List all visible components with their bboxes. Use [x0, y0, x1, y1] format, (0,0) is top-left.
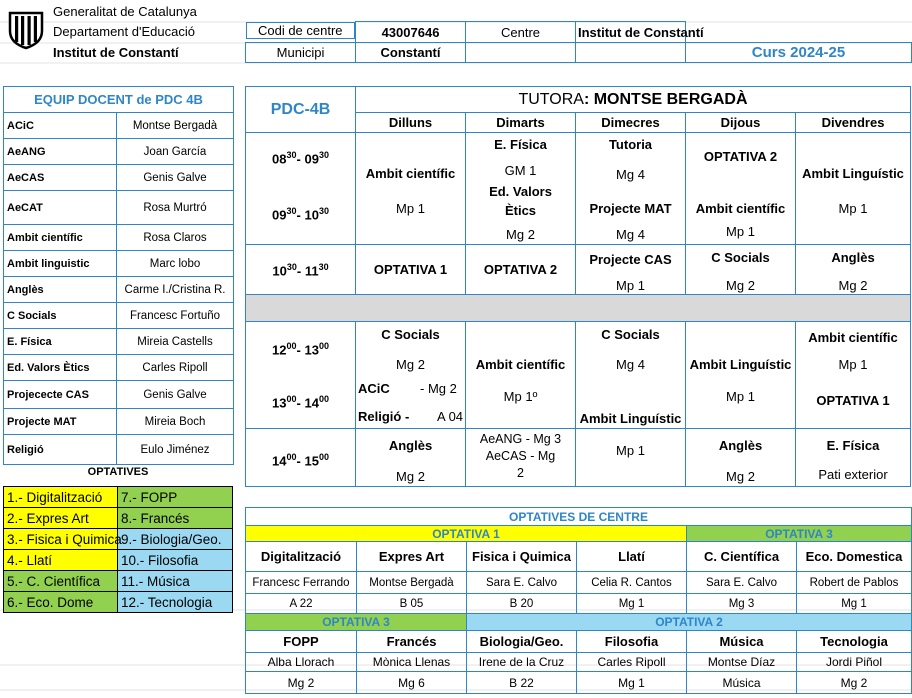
row2-teachers-cell: Mònica Llenas: [357, 653, 467, 672]
cell-dimarts-4: Ambit científic: [475, 357, 566, 372]
cell-dijous-2: Ambit científic: [695, 201, 786, 216]
cell-dimecres-1: Tutoria: [608, 137, 653, 152]
team-table: [3, 86, 234, 465]
day-header: Dilluns: [355, 112, 466, 133]
day-header: Dimecres: [575, 112, 686, 133]
day-header: Dijous: [685, 112, 796, 133]
optativa-legend-item: 3.- Fisica i Quimica: [4, 529, 118, 550]
team-person: Francesc Fortuño: [117, 303, 234, 329]
team-row: [4, 277, 234, 303]
optativa-legend-row: [4, 508, 233, 529]
team-person: Marc lobo: [117, 251, 234, 277]
row2-subjects-cell: Biologia/Geo.: [467, 631, 577, 653]
room-dimecres-4: Mg 4: [616, 357, 645, 372]
room-divendres-3: Mg 2: [838, 278, 868, 293]
room-dimarts-2: Mg 2: [506, 227, 535, 242]
cell-dimarts-3: OPTATIVA 2: [483, 262, 558, 277]
room-dilluns-4: Mg 2: [396, 357, 425, 372]
optativa-legend-row: [4, 487, 233, 508]
row1-teachers-cell: Robert de Pablos: [797, 572, 912, 594]
row1-subjects-cell: Digitalització: [246, 542, 357, 572]
optativa-legend-item: 8.- Francés: [118, 508, 233, 529]
codi-centre-label: Codi de centre: [246, 22, 356, 39]
optativa-legend-row: [4, 550, 233, 571]
team-row: [4, 409, 234, 435]
codi-centre-value: 43007646: [356, 22, 466, 43]
cell-dilluns-3: OPTATIVA 1: [373, 262, 448, 277]
cell-divendres-5: OPTATIVA 1: [816, 393, 890, 408]
room-dilluns-5b: A 04: [437, 409, 464, 424]
cell-dijous-1: OPTATIVA 2: [703, 149, 778, 164]
municipi-value: Constantí: [356, 43, 466, 63]
centre-optatives-title: OPTATIVES DE CENTRE: [246, 508, 912, 526]
team-person: Joan García: [117, 139, 234, 165]
cell-dilluns-1: Ambit científic: [365, 166, 456, 181]
time-slot: $13^{00}-$ $14^{00}$: [272, 394, 329, 411]
row2-rooms-cell: Mg 1: [577, 672, 687, 694]
team-person: Rosa Murtró: [117, 191, 234, 225]
row1-rooms-cell: B 20: [467, 594, 577, 614]
cell-dilluns-4: C Socials: [381, 327, 440, 342]
centre-value: Institut de Constantí: [576, 22, 686, 43]
row2-subjects-cell: Francés: [357, 631, 467, 653]
row2-subjects-cell: Tecnologia: [797, 631, 912, 653]
team-row: [4, 225, 234, 251]
row1-teachers-cell: Sara E. Calvo: [467, 572, 577, 594]
curs-label: Curs 2024-25: [686, 43, 912, 63]
tutora-label: TUTORA: [518, 90, 584, 108]
group-optativa-3b: OPTATIVA 3: [246, 614, 467, 631]
row2-subjects-cell: Filosofia: [577, 631, 687, 653]
team-person: Rosa Claros: [117, 225, 234, 251]
team-person: Mireia Castells: [117, 329, 234, 355]
team-role: Anglès: [4, 277, 117, 303]
team-role: Ambit científic: [4, 225, 117, 251]
team-role: AeANG: [4, 139, 117, 165]
team-role: Ambit linguistic: [4, 251, 117, 277]
cell-dimarts-6a: AeANG - Mg 3: [479, 432, 562, 446]
optatives-legend: [3, 486, 233, 613]
cell-dimecres-3: Projecte CAS: [589, 252, 672, 267]
tutora-name: : MONTSE BERGADÀ: [583, 90, 748, 108]
row1-teachers-cell: Sara E. Calvo: [687, 572, 797, 594]
team-row: [4, 165, 234, 191]
centre-info-table: [245, 21, 912, 63]
cell-dilluns-5b: Religió -: [358, 409, 410, 424]
room-divendres-6: Pati exterior: [818, 467, 888, 482]
optativa-legend-item: 11.- Música: [118, 571, 233, 592]
optativa-legend-item: 2.- Expres Art: [4, 508, 118, 529]
team-title: EQUIP DOCENT de PDC 4B: [4, 87, 234, 113]
row2-teachers-cell: Irene de la Cruz: [467, 653, 577, 672]
team-row: [4, 329, 234, 355]
time-slot: $09^{30}-$ $10^{30}$: [272, 206, 329, 223]
time-slot: $10^{30}-$ $11^{30}$: [272, 262, 329, 279]
cell-dimecres-5: Ambit Linguístic: [579, 411, 682, 426]
cell-dimecres-2: Projecte MAT: [589, 201, 672, 216]
room-dimecres-1: Mg 4: [616, 167, 645, 182]
centre-label: Centre: [466, 22, 576, 43]
team-person: Genis Galve: [117, 165, 234, 191]
row2-rooms-cell: Mg 2: [797, 672, 912, 694]
row1-teachers-cell: Montse Bergadà: [357, 572, 467, 594]
row2-rooms-cell: Música: [687, 672, 797, 694]
group-optativa-1: OPTATIVA 1: [246, 526, 687, 542]
team-row: [4, 139, 234, 165]
optativa-legend-item: 1.- Digitalització: [4, 487, 118, 508]
cell-divendres-6: E. Física: [826, 438, 880, 453]
cell-divendres-1: Ambit Linguístic: [802, 166, 904, 181]
team-role: Ed. Valors Ètics: [4, 355, 117, 381]
cell-dijous-4: Ambit Linguístic: [689, 357, 792, 372]
row2-rooms-cell: Mg 2: [246, 672, 357, 694]
optativa-legend-item: 12.- Tecnologia: [118, 592, 233, 613]
cell-dimecres-4: C Socials: [601, 327, 660, 342]
room-dijous-2: Mp 1: [726, 224, 755, 239]
row1-teachers-cell: Celia R. Cantos: [577, 572, 687, 594]
optativa-legend-item: 7.- FOPP: [118, 487, 233, 508]
group-label: PDC-4B: [270, 101, 331, 118]
room-dimarts-5: Mp 1º: [503, 389, 538, 404]
team-person: Carme I./Cristina R.: [117, 277, 234, 303]
room-dijous-3: Mg 2: [726, 278, 755, 293]
room-dilluns-6: Mg 2: [396, 469, 425, 484]
team-person: Eulo Jiménez: [117, 435, 234, 465]
cell-dimarts-2b: Ètics: [504, 203, 537, 218]
team-role: AeCAS: [4, 165, 117, 191]
row2-teachers-cell: Carles Ripoll: [577, 653, 687, 672]
row1-subjects-cell: Eco. Domestica: [797, 542, 912, 572]
time-slot: $12^{00}-$ $13^{00}$: [272, 341, 329, 358]
team-person: Carles Ripoll: [117, 355, 234, 381]
room-divendres-4: Mp 1: [838, 357, 868, 372]
row1-rooms-cell: A 22: [246, 594, 357, 614]
cell-divendres-3: Anglès: [831, 250, 875, 265]
team-role: Projececte CAS: [4, 381, 117, 409]
optativa-legend-item: 6.- Eco. Dome: [4, 592, 118, 613]
room-dimecres-3: Mp 1: [616, 278, 645, 293]
optativa-legend-row: [4, 529, 233, 550]
team-person: Genis Galve: [117, 381, 234, 409]
row2-teachers-cell: Montse Díaz: [687, 653, 797, 672]
optativa-legend-row: [4, 592, 233, 613]
header-line-institut: Institut de Constantí: [53, 45, 179, 60]
row2-teachers-cell: Jordi Piñol: [797, 653, 912, 672]
cell-divendres-4: Ambit científic: [808, 330, 898, 345]
time-slot: $14^{00}-$ $15^{00}$: [272, 452, 329, 469]
team-role: C Socials: [4, 303, 117, 329]
team-row: [4, 435, 234, 465]
optativa-legend-row: [4, 571, 233, 592]
tutora-heading: [355, 86, 911, 113]
team-role: Projecte MAT: [4, 409, 117, 435]
room-dijous-5: Mp 1: [726, 389, 755, 404]
team-row: [4, 381, 234, 409]
room-dimecres-2: Mg 4: [616, 227, 645, 242]
header-line-generalitat: Generalitat de Catalunya: [53, 4, 197, 19]
room-divendres-1: Mp 1: [838, 201, 868, 216]
room-dilluns-5a: - Mg 2: [420, 381, 457, 396]
time-slot: $08^{30}-$ $09^{30}$: [272, 150, 329, 167]
room-dijous-6: Mg 2: [726, 469, 755, 484]
row1-subjects-cell: Llatí: [577, 542, 687, 572]
optativa-legend-item: 9.- Biologia/Geo.: [118, 529, 233, 550]
group-optativa-3a: OPTATIVA 3: [687, 526, 912, 542]
cell-dimarts-6: [465, 431, 576, 482]
team-role: ACiC: [4, 113, 117, 139]
row1-subjects-cell: C. Científica: [687, 542, 797, 572]
cell-dimarts-6c: 2: [517, 466, 524, 480]
room-dimarts-1: GM 1: [504, 163, 537, 178]
row2-subjects-cell: FOPP: [246, 631, 357, 653]
cell-dilluns-6: Anglès: [388, 438, 433, 453]
room-dimecres-6: Mp 1: [616, 443, 645, 458]
row2-rooms-cell: B 22: [467, 672, 577, 694]
team-person: Montse Bergadà: [117, 113, 234, 139]
row1-rooms-cell: Mg 1: [577, 594, 687, 614]
optativa-legend-item: 10.- Filosofia: [118, 550, 233, 571]
cell-dimarts-2a: Ed. Valors: [489, 184, 552, 199]
generalitat-logo-icon: [8, 9, 44, 49]
cell-dimarts-1: E. Física: [494, 137, 547, 152]
team-role: AeCAT: [4, 191, 117, 225]
row1-subjects-cell: Fisica i Quimica: [467, 542, 577, 572]
row2-rooms-cell: Mg 6: [357, 672, 467, 694]
row2-teachers-cell: Alba Llorach: [246, 653, 357, 672]
cell-dimarts-6b: AeCAS - Mg: [485, 449, 556, 463]
cell-dijous-3: C Socials: [711, 250, 770, 265]
row1-teachers-cell: Francesc Ferrando: [246, 572, 357, 594]
team-person: Mireia Boch: [117, 409, 234, 435]
team-row: [4, 113, 234, 139]
row1-rooms-cell: Mg 1: [797, 594, 912, 614]
day-header: Dimarts: [465, 112, 576, 133]
cell-dilluns-5a: ACiC: [358, 381, 390, 396]
row1-subjects-cell: Expres Art: [357, 542, 467, 572]
team-row: [4, 251, 234, 277]
team-row: [4, 191, 234, 225]
cell-dijous-6: Anglès: [718, 438, 763, 453]
team-role: E. Física: [4, 329, 117, 355]
row2-subjects-cell: Música: [687, 631, 797, 653]
group-optativa-2: OPTATIVA 2: [467, 614, 912, 631]
break-row: [245, 294, 911, 322]
team-row: [4, 355, 234, 381]
header-line-departament: Departament d'Educació: [53, 24, 195, 39]
team-row: [4, 303, 234, 329]
optativa-legend-item: 5.- C. Científica: [4, 571, 118, 592]
team-role: Religió: [4, 435, 117, 465]
optatives-title: OPTATIVES: [87, 466, 149, 478]
row1-rooms-cell: Mg 3: [687, 594, 797, 614]
centre-optatives-table: [245, 507, 912, 694]
day-header: Divendres: [795, 112, 911, 133]
municipi-label: Municipi: [246, 43, 356, 63]
room-dilluns-1: Mp 1: [396, 201, 425, 216]
optativa-legend-item: 4.- Llatí: [4, 550, 118, 571]
row1-rooms-cell: B 05: [357, 594, 467, 614]
